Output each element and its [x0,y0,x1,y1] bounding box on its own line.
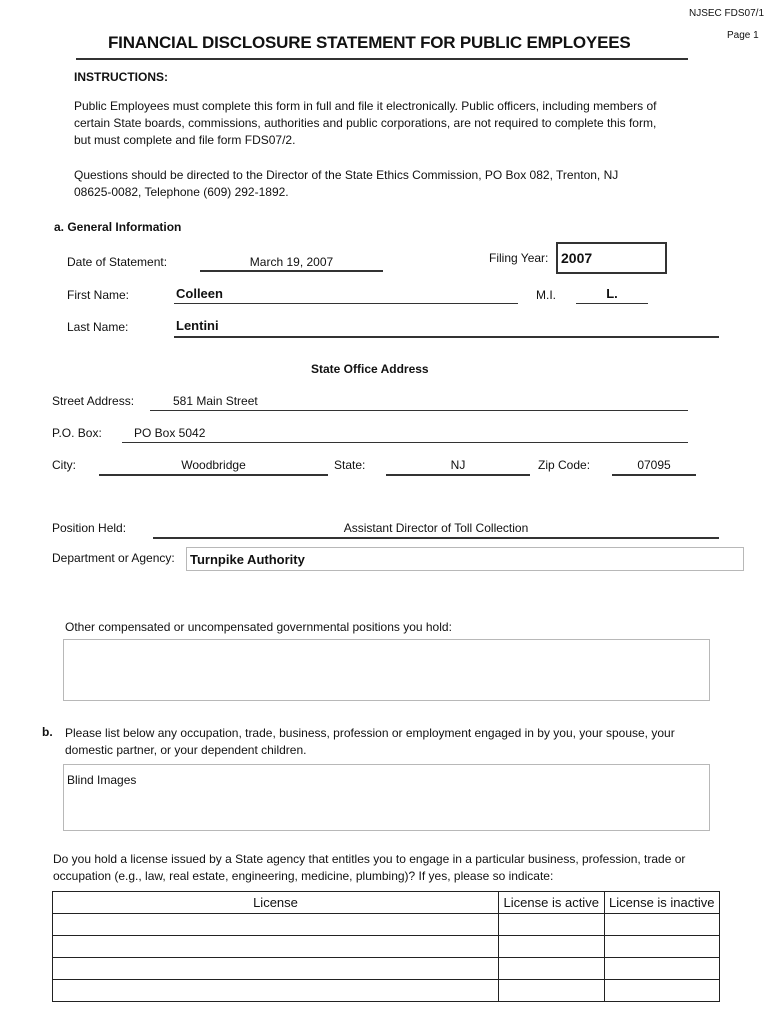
street-field[interactable]: 581 Main Street [173,394,258,408]
first-name-underline [174,303,518,304]
mi-underline [576,303,648,304]
instructions-line: 08625-0082, Telephone (609) 292-1892. [74,185,289,199]
address-heading: State Office Address [311,362,429,376]
license-cell[interactable] [53,914,499,936]
filing-year-label: Filing Year: [489,251,549,265]
table-row [53,936,720,958]
section-b-line: domestic partner, or your dependent children. [65,743,307,757]
date-label: Date of Statement: [67,255,168,269]
zip-label: Zip Code: [538,458,591,472]
state-field[interactable]: NJ [450,458,466,472]
license-active-cell[interactable] [498,936,604,958]
license-question-line: occupation (e.g., law, real estate, engineering, medicine, plumbing)? If yes, please so indicate: [53,869,554,883]
table-row [53,980,720,1002]
filing-year-field[interactable]: 2007 [556,242,667,274]
license-inactive-cell[interactable] [604,980,719,1002]
first-name-label: First Name: [67,288,130,302]
license-question [53,851,685,885]
general-info-heading: a. General Information [54,220,182,234]
date-underline [200,270,383,272]
license-cell[interactable] [53,980,499,1002]
section-b-prompt [65,725,675,759]
table-row [53,914,720,936]
section-b-letter: b. [42,725,53,739]
street-underline [150,410,688,411]
license-inactive-cell[interactable] [604,958,719,980]
license-active-cell[interactable] [498,980,604,1002]
zip-underline [612,474,696,476]
license-inactive-cell[interactable] [604,914,719,936]
form-title: FINANCIAL DISCLOSURE STATEMENT FOR PUBLIC EMPLOYEES [108,33,631,52]
license-active-cell[interactable] [498,914,604,936]
license-question-line: Do you hold a license issued by a State agency that entitles you to engage in a particular business, profession, trade or [53,852,686,866]
table-row [53,958,720,980]
state-label: State: [334,458,366,472]
department-label: Department or Agency: [52,551,175,565]
instructions-line: but must complete and file form FDS07/2. [74,133,296,147]
last-name-label: Last Name: [67,320,129,334]
occupation-field[interactable]: Blind Images [63,764,710,831]
license-table-header [53,892,720,914]
mi-label: M.I. [536,288,556,302]
other-positions-field[interactable] [63,639,710,701]
first-name-field[interactable]: Colleen [176,286,223,301]
pobox-label: P.O. Box: [52,426,102,440]
position-underline [153,537,719,539]
pobox-underline [122,442,688,443]
instructions-paragraph-2 [74,167,618,201]
pobox-field[interactable]: PO Box 5042 [134,426,206,440]
instructions-heading: INSTRUCTIONS: [74,70,168,84]
zip-field[interactable]: 07095 [637,458,671,472]
section-b-line: Please list below any occupation, trade, business, profession or employment engaged in by you, your spouse, your [65,726,675,740]
city-label: City: [52,458,76,472]
license-active-column-header: License is active [498,892,604,914]
instructions-line: Public Employees must complete this form in full and file it electronically. Public officers, including members of [74,99,657,113]
license-cell[interactable] [53,936,499,958]
date-field[interactable]: March 19, 2007 [249,255,334,269]
department-field[interactable]: Turnpike Authority [186,547,744,571]
instructions-paragraph-1 [74,98,656,149]
license-inactive-cell[interactable] [604,936,719,958]
license-active-cell[interactable] [498,958,604,980]
last-name-underline [174,336,719,338]
instructions-line: certain State boards, commissions, authorities and public corporations, are not required to complete this form, [74,116,657,130]
license-inactive-column-header: License is inactive [604,892,719,914]
mi-field[interactable]: L. [606,286,618,301]
license-table [52,891,720,1002]
other-positions-label: Other compensated or uncompensated governmental positions you hold: [65,620,452,634]
form-code: NJSEC FDS07/1 [689,8,765,19]
license-cell[interactable] [53,958,499,980]
street-label: Street Address: [52,394,135,408]
instructions-line: Questions should be directed to the Director of the State Ethics Commission, PO Box 082, Trenton, NJ [74,168,619,182]
city-field[interactable]: Woodbridge [181,458,246,472]
license-column-header: License [53,892,499,914]
title-underline [76,58,688,60]
position-field[interactable]: Assistant Director of Toll Collection [343,521,529,535]
last-name-field[interactable]: Lentini [176,318,219,333]
page-number: Page 1 [727,30,759,41]
city-underline [99,474,328,476]
position-label: Position Held: [52,521,127,535]
state-underline [386,474,530,476]
